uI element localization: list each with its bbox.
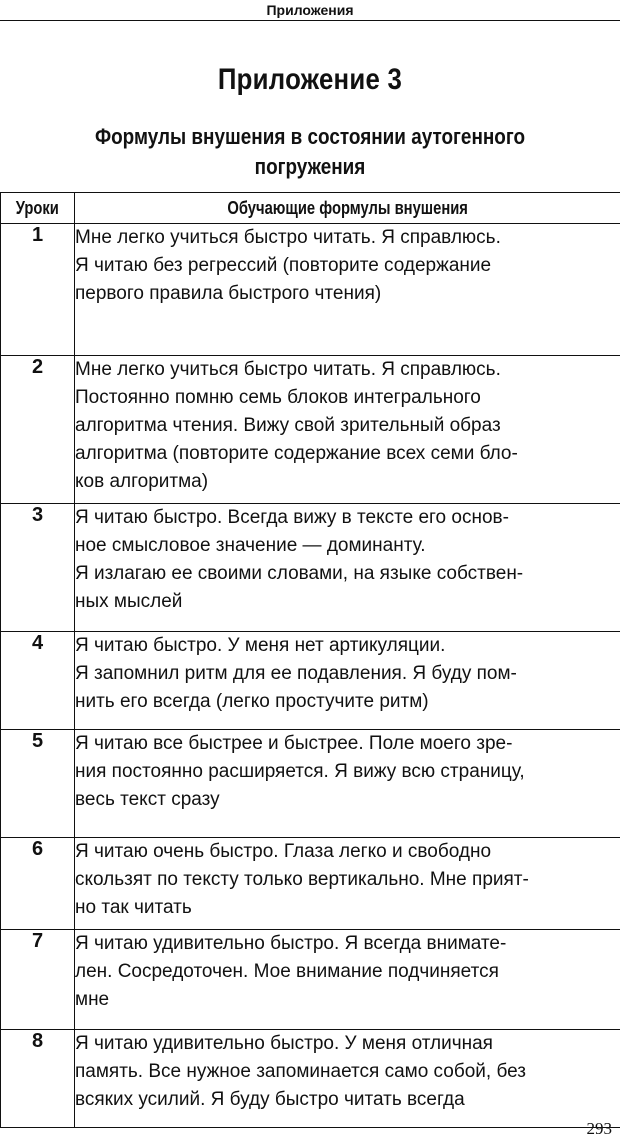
table-row [1,730,620,838]
table-row [1,356,620,504]
lesson-number: 7 [1,930,75,1030]
lesson-number: 3 [1,504,75,632]
lesson-number: 6 [1,838,75,930]
formula-text: Я читаю все быстрее и быстрее. Поле моего зре- ния постоянно расширяется. Я вижу всю страницу, весь текст сразу [75,730,620,838]
formulas-table [0,192,620,1128]
lesson-number: 5 [1,730,75,838]
table-row [1,504,620,632]
lesson-number: 8 [1,1030,75,1128]
lesson-number: 4 [1,632,75,730]
column-header-formulas: Обучающие формулы внушения [75,193,620,224]
formula-text: Я читаю быстро. У меня нет артикуляции. Я запомнил ритм для ее подавления. Я буду пом- нить его всегда (легко простучите ритм) [75,632,620,730]
table-row [1,838,620,930]
lesson-number: 1 [1,224,75,356]
table-header-row [1,193,620,224]
lesson-number: 2 [1,356,75,504]
appendix-title: Приложение 3 [217,63,403,96]
table-row [1,930,620,1030]
formula-text: Я читаю очень быстро. Глаза легко и свободно скользят по тексту только вертикально. Мне прият- но так читать [75,838,620,930]
running-head: Приложения [266,2,354,18]
page-number: 293 [586,1119,612,1138]
formula-text: Я читаю быстро. Всегда вижу в тексте его основ- ное смысловое значение — доминанту. Я излагаю ее своими словами, на языке собствен- ных мыслей [75,504,620,632]
column-header-lessons: Уроки [1,193,75,224]
table-caption: Формулы внушения в состоянии аутогенного погружения [94,124,526,179]
formula-text: Я читаю удивительно быстро. Я всегда внимате- лен. Сосредоточен. Мое внимание подчиняется мне [75,930,620,1030]
header-rule [0,20,620,21]
table-row [1,224,620,356]
table-row [1,1030,620,1128]
formula-text: Мне легко учиться быстро читать. Я справлюсь. Постоянно помню семь блоков интегрального алгоритма чтения. Вижу свой зрительный образ алгоритма (повторите содержание всех семи бло- ков алгоритма) [75,356,620,504]
formula-text: Я читаю удивительно быстро. У меня отличная память. Все нужное запоминается само собой, без всяких усилий. Я буду быстро читать всегда [75,1030,620,1128]
formula-text: Мне легко учиться быстро читать. Я справлюсь. Я читаю без регрессий (повторите содержание первого правила быстрого чтения) [75,224,620,356]
table-row [1,632,620,730]
